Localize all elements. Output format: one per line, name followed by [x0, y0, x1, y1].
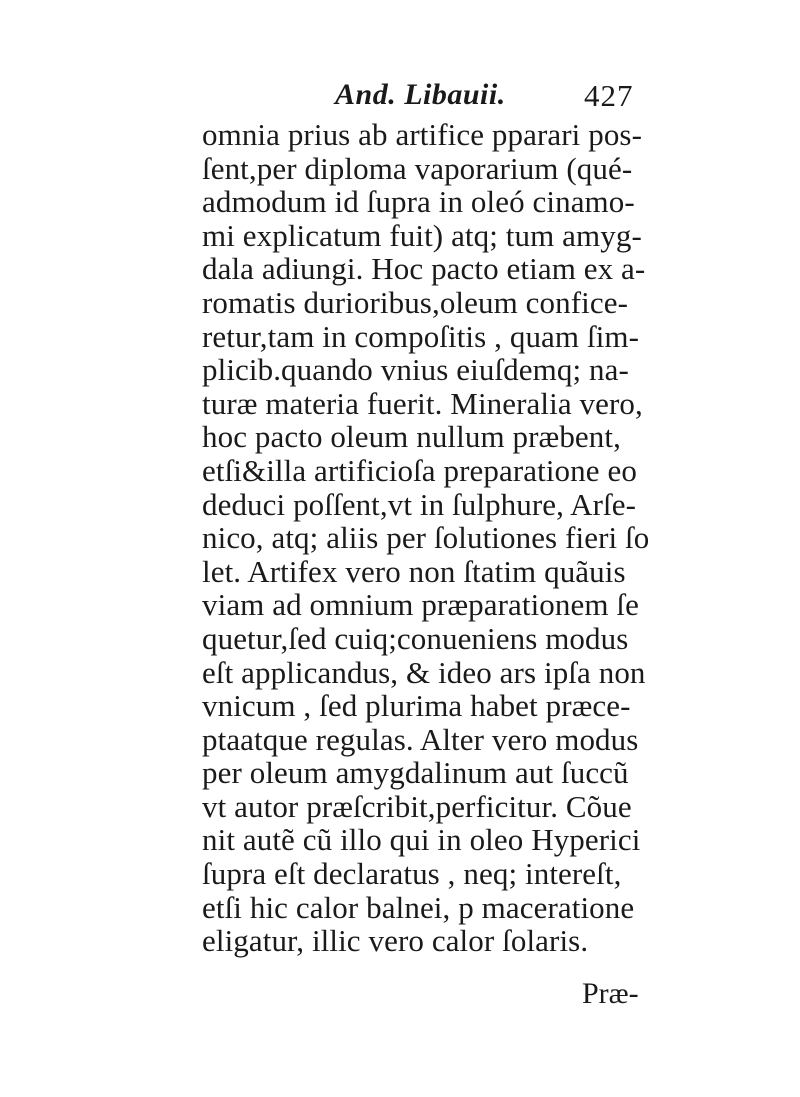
- text-line: omnia prius ab artifice pparari pos-: [202, 117, 643, 152]
- text-line: per oleum amygdalinum aut ſuccũ: [202, 755, 629, 791]
- text-line: nit autẽ cũ illo qui in oleo Hyperici: [202, 822, 641, 858]
- text-line: nico, atq; aliis per ſolutiones fieri ſo: [202, 520, 650, 556]
- text-line: ſupra eſt declaratus , neq; intereſt,: [202, 856, 622, 892]
- page-number: 427: [584, 78, 634, 113]
- text-line: romatis durioribus,oleum confice-: [202, 284, 628, 320]
- text-line: turæ materia fuerit. Mineralia vero,: [202, 385, 643, 421]
- text-line: deduci poſſent,vt in ſulphure, Arſe-: [202, 486, 637, 522]
- text-line: eligatur, illic vero calor ſolaris.: [202, 923, 589, 959]
- text-line: plicib.quando vnius eiuſdemq; na-: [202, 352, 629, 388]
- text-line: dala adiungi. Hoc pacto etiam ex a-: [202, 251, 646, 287]
- text-line: eſt applicandus, & ideo ars ipſa non: [202, 654, 646, 690]
- body-text: [202, 118, 662, 958]
- text-line: vt autor præſcribit,perficitur. Cõue: [202, 788, 632, 824]
- text-line: etſi&illa artificioſa preparatione eo: [202, 452, 637, 488]
- catchword: Præ-: [582, 977, 639, 1010]
- text-line: hoc pacto oleum nullum præbent,: [202, 419, 621, 455]
- text-line: etſi hic calor balnei, p maceratione: [202, 889, 635, 925]
- text-line: retur,tam in compoſitis , quam ſim-: [202, 318, 640, 354]
- text-line: vnicum , ſed plurima habet præce-: [202, 688, 631, 724]
- text-line: ſent,per diploma vaporarium (qué-: [202, 150, 633, 186]
- running-head: And. Libauii.: [335, 78, 506, 111]
- text-line: admodum id ſupra in oleó cinamo-: [202, 184, 635, 220]
- text-line: ptaatque regulas. Alter vero modus: [202, 721, 639, 757]
- text-line: quetur,ſed cuiq;conueniens modus: [202, 620, 629, 656]
- text-line: mi explicatum fuit) atq; tum amyg-: [202, 217, 642, 253]
- text-line: let. Artifex vero non ſtatim quãuis: [202, 553, 626, 589]
- text-line: viam ad omnium præparationem ſe: [202, 587, 639, 623]
